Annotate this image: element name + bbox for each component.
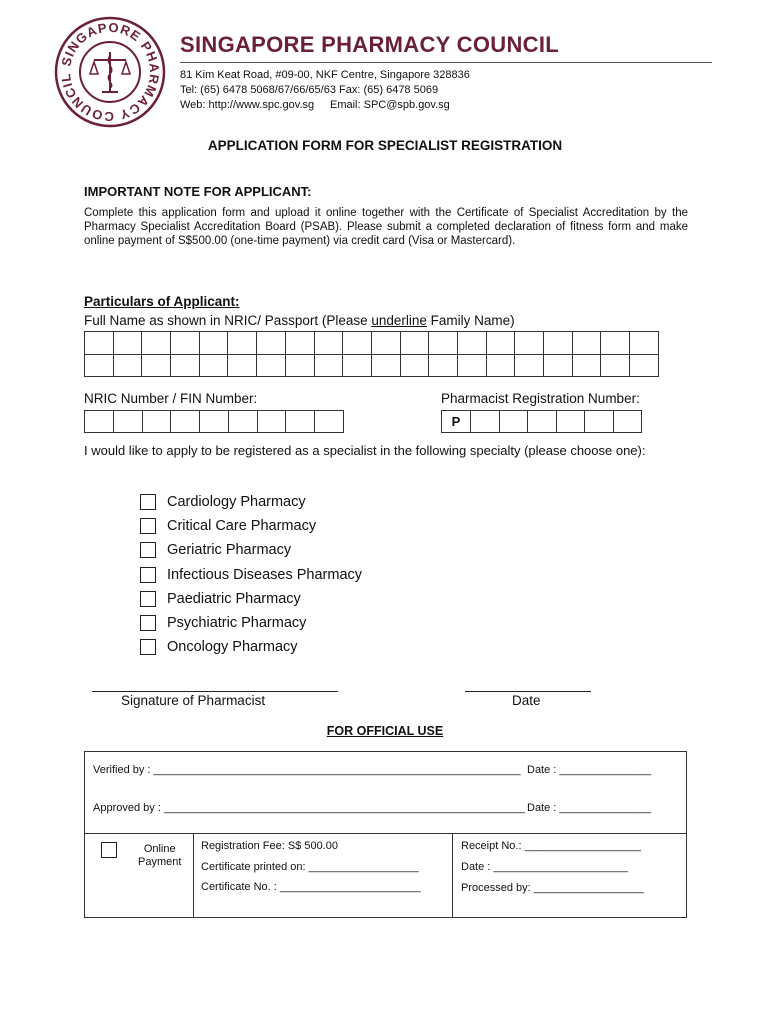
official-divider xyxy=(85,833,686,834)
note-text: Complete this application form and upload it online together with the Certificate of Specialist Accreditation by the Pharmacy Specialist Accreditation Board (PSAB). Please submit a completed declaration of fitness form and make online payment of S$500.00 (one-time payment) via credit card (Visa or Mastercard). xyxy=(84,207,688,248)
verified-date-field[interactable]: Date : _______________ xyxy=(527,764,652,776)
header-rule xyxy=(180,62,712,63)
checkbox[interactable] xyxy=(140,615,156,631)
receipt-no-field[interactable]: Receipt No.: ___________________ xyxy=(461,840,641,852)
specialty-option-paediatric[interactable] xyxy=(140,589,301,609)
reg-number-grid[interactable] xyxy=(441,410,642,433)
nric-label: NRIC Number / FIN Number: xyxy=(84,391,258,406)
option-label: Psychiatric Pharmacy xyxy=(167,615,307,631)
official-date-field[interactable]: Date : ______________________ xyxy=(461,861,628,873)
checkbox[interactable] xyxy=(140,518,156,534)
option-label: Geriatric Pharmacy xyxy=(167,542,292,558)
reg-number-label: Pharmacist Registration Number: xyxy=(441,391,640,406)
council-logo xyxy=(54,16,166,128)
option-label: Critical Care Pharmacy xyxy=(167,518,317,534)
official-use-heading: FOR OFFICIAL USE xyxy=(326,724,444,738)
org-address: 81 Kim Keat Road, #09-00, NKF Centre, Singapore 328836 xyxy=(180,69,470,81)
reg-prefix: P xyxy=(442,411,471,433)
specialty-option-oncology[interactable] xyxy=(140,637,298,657)
date-line[interactable] xyxy=(465,691,591,692)
checkbox[interactable] xyxy=(140,494,156,510)
checkbox[interactable] xyxy=(140,542,156,558)
specialty-option-cardiology[interactable] xyxy=(140,492,306,512)
signature-label: Signature of Pharmacist xyxy=(121,693,266,708)
official-col-divider-2 xyxy=(452,833,453,917)
option-label: Paediatric Pharmacy xyxy=(167,591,301,607)
full-name-row-1[interactable] xyxy=(85,332,659,355)
option-label: Infectious Diseases Pharmacy xyxy=(167,567,363,583)
note-heading: IMPORTANT NOTE FOR APPLICANT: xyxy=(84,184,312,199)
checkbox[interactable] xyxy=(140,639,156,655)
verified-by-field[interactable]: Verified by : ____________________________________________________________ xyxy=(93,764,521,776)
specialty-option-psychiatric[interactable] xyxy=(140,613,306,633)
online-payment-checkbox[interactable] xyxy=(101,842,117,858)
registration-fee: Registration Fee: S$ 500.00 xyxy=(201,840,338,852)
official-col-divider-1 xyxy=(193,833,194,917)
processed-by-field[interactable]: Processed by: __________________ xyxy=(461,882,644,894)
particulars-heading: Particulars of Applicant: xyxy=(84,294,240,309)
org-web[interactable]: Web: http://www.spc.gov.sg xyxy=(180,99,315,111)
full-name-row-2[interactable] xyxy=(85,354,659,377)
full-name-label: Full Name as shown in NRIC/ Passport (Please underline Family Name) xyxy=(84,313,515,328)
certificate-no-field[interactable]: Certificate No. : _______________________ xyxy=(201,881,421,893)
option-label: Cardiology Pharmacy xyxy=(167,494,306,510)
org-tel-fax: Tel: (65) 6478 5068/67/66/65/63 Fax: (65) 6478 5069 xyxy=(180,84,439,96)
nric-grid[interactable] xyxy=(84,410,344,433)
certificate-printed-field[interactable]: Certificate printed on: __________________ xyxy=(201,861,419,873)
online-payment-label: Online Payment xyxy=(138,843,182,868)
specialty-option-geriatric[interactable] xyxy=(140,540,291,560)
checkbox[interactable] xyxy=(140,591,156,607)
specialty-option-infectious-diseases[interactable] xyxy=(140,565,362,585)
specialty-option-critical-care[interactable] xyxy=(140,516,316,536)
official-use-box xyxy=(84,751,687,918)
approved-date-field[interactable]: Date : _______________ xyxy=(527,802,652,814)
date-label: Date xyxy=(512,693,541,708)
org-email[interactable]: Email: SPC@spb.gov.sg xyxy=(330,99,450,111)
approved-by-field[interactable]: Approved by : ___________________________________________________________ xyxy=(93,802,525,814)
signature-line[interactable] xyxy=(92,691,338,692)
svg-text:SINGAPORE PHARMACY COUNCIL: SINGAPORE PHARMACY COUNCIL xyxy=(57,19,163,125)
form-title: APPLICATION FORM FOR SPECIALIST REGISTRATION xyxy=(207,138,563,153)
checkbox[interactable] xyxy=(140,567,156,583)
option-label: Oncology Pharmacy xyxy=(167,639,298,655)
org-name: SINGAPORE PHARMACY COUNCIL xyxy=(180,32,559,57)
specialty-prompt: I would like to apply to be registered as a specialist in the following specialty (please choose one): xyxy=(84,443,646,458)
full-name-grid[interactable] xyxy=(84,331,659,377)
